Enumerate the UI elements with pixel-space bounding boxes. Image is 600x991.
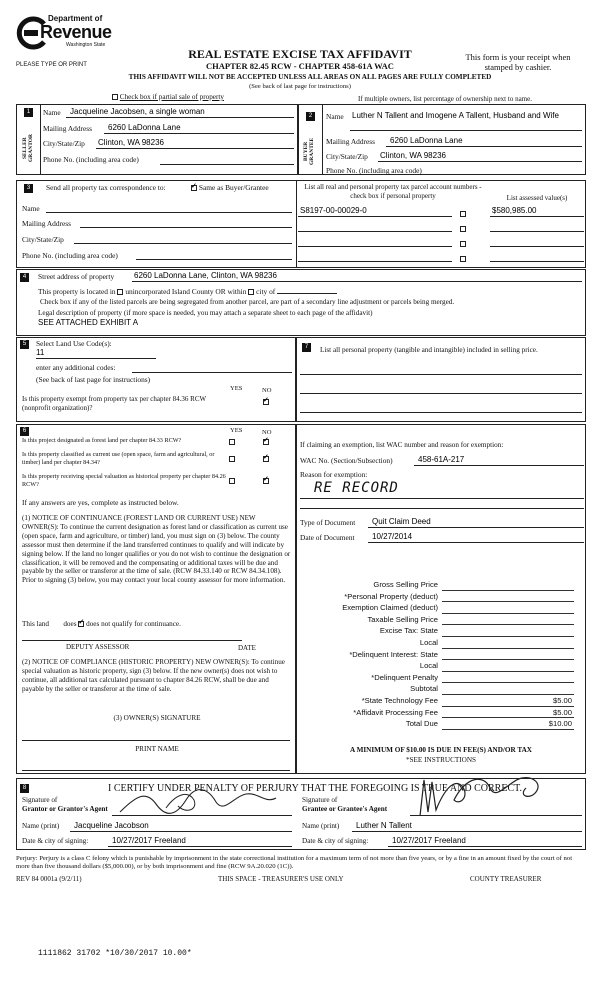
fee-label: Gross Selling Price [373,580,438,589]
section-2-number: 2 [306,112,315,121]
department-logo [14,14,124,58]
seller-mailing[interactable]: 6260 LaDonna Lane [108,123,181,132]
s6-yes-header: YES [230,427,243,434]
s3-mailing-label: Mailing Address [22,219,72,228]
receipt-note: This form is your receipt when stamped by cashier. [465,52,571,72]
fee-line [442,601,574,602]
current-use-no-checkbox[interactable] [263,456,269,462]
s3-phone-label: Phone No. (including area code) [22,251,118,260]
fee-line [442,706,574,707]
perjury-notice: Perjury: Perjury is a class C felony which is punishable by imprisonment in the state correctional institution for a maximum term of not more than five years, or by a fine in an amount fixed by the court of not more than five thousand dollars ($5,000.00), or by both imprisonment and fine (RCW 9A.20.020 (1C)). [16,855,573,871]
forest-yes-checkbox[interactable] [229,439,235,445]
s5-yes-header: YES [230,385,243,392]
section-6-number: 6 [20,427,29,436]
unincorporated-checkbox[interactable] [117,289,123,295]
grantor-name-label: Name (print) [22,822,60,830]
partial-sale-label: Check box if partial sale of property [119,93,224,101]
fee-value[interactable]: $5.00 [552,707,572,717]
land-use-code[interactable]: 11 [36,348,45,357]
personal-prop-checkbox-3[interactable] [460,241,466,247]
grantee-name-label: Name (print) [302,822,340,830]
unincorporated-label: unincorporated Island County OR within [125,287,247,296]
print-name-label: PRINT NAME [135,745,179,753]
exempt-no-checkbox[interactable] [263,399,269,405]
minimum-due: A MINIMUM OF $10.00 IS DUE IN FEE(S) AND/OR TAX [350,746,532,754]
exemption-claim-label: If claiming an exemption, list WAC number and reason for exemption: [300,441,504,449]
warning-text: THIS AFFIDAVIT WILL NOT BE ACCEPTED UNLESS ALL AREAS ON ALL PAGES ARE FULLY COMPLETED [128,73,492,81]
section-4-number: 4 [20,273,29,282]
logo-dept: Department of [48,14,103,23]
section-7-number: 7 [302,343,311,352]
doc-type[interactable]: Quit Claim Deed [372,517,431,526]
current-use-question: Is this property classified as current use (open space, farm and agricultural, or timber) land per chapter 84.34? [22,451,215,466]
fee-label: *Delinquent Penalty [371,672,438,682]
grantor-sig-label-b: Grantor or Grantor's Agent [22,805,108,813]
legal-desc-value[interactable]: SEE ATTACHED EXHIBIT A [38,318,139,327]
seller-name-label: Name [43,108,61,117]
seller-mailing-label: Mailing Address [43,124,93,133]
multiple-owners-note: If multiple owners, list percentage of ownership next to name. [358,95,532,103]
treasurer-use-label: THIS SPACE - TREASURER'S USE ONLY [218,875,344,883]
buyer-mailing[interactable]: 6260 LaDonna Lane [390,136,463,145]
personal-prop-checkbox-2[interactable] [460,226,466,232]
buyer-phone-label: Phone No. (including area code) [326,166,422,175]
fee-line [442,717,574,718]
personal-prop-checkbox-4[interactable] [460,256,466,262]
does-not-checkbox[interactable] [78,621,84,627]
buyer-name-label: Name [326,112,344,121]
fee-value[interactable]: $10.00 [548,719,572,729]
notice-of-continuance: (1) NOTICE OF CONTINUANCE (FOREST LAND OR CURRENT USE) NEW OWNER(S): To continue the current designation as forest land or classification as current use (open space, farm and agriculture, or timber) land, you must sign on (3) below. The county assessor must then determine if the land transferred continues to qualify and will indicate by signing below. If the land no longer qualifies or you do not wish to continue the designation or classification, it will be removed and the compensating or additional taxes will be due and payable by the seller or transferor at the time of sale. (RCW 84.33.140 or RCW 84.34.108). Prior to signing (3) below, you may contact your local county assessor for more information. [22,514,291,585]
recording-stamp: 1111862 31702 *10/30/2017 10.00* [38,949,192,958]
s3-name-label: Name [22,204,40,213]
fee-value[interactable]: $5.00 [552,696,572,705]
fee-line [442,682,574,683]
doc-type-label: Type of Document [300,518,356,527]
wac-number[interactable]: 458-61A-217 [418,455,465,464]
historic-question: Is this property receiving special valuation as historical property per chapter 84.26 RCW? [22,473,226,488]
section-8-number: 8 [20,784,29,793]
notice-of-compliance: (2) NOTICE OF COMPLIANCE (HISTORIC PROPERTY) NEW OWNER(S): To continue special valuation as historic property, sign (3) below. If the new owner(s) does not wish to continue, all additional tax calculated pursuant to chapter 84.26 RCW, shall be due and payable by the seller or transferor at the time of sale. [22,658,285,693]
forest-no-checkbox[interactable] [263,439,269,445]
see-instructions: *SEE INSTRUCTIONS [405,756,477,764]
section-1-number: 1 [24,108,33,117]
buyer-side-label: BUYER GRANTEE [303,137,315,165]
owner-signature-label: (3) OWNER(S) SIGNATURE [113,714,201,722]
seller-phone-label: Phone No. (including area code) [43,155,139,164]
see-back-note: (See back of last page for instructions) [249,83,351,90]
wac-label: WAC No. (Section/Subsection) [300,456,393,465]
deputy-assessor-label: DEPUTY ASSESSOR [66,643,130,651]
grantee-date-label: Date & city of signing: [302,837,369,845]
segregated-label: Check box if any of the listed parcels are being segregated from another parcel, are part of a secondary line adjustment or parcels being merged. [40,298,455,306]
does-label: does [63,620,77,628]
partial-sale-row [112,93,224,101]
seller-city[interactable]: Clinton, WA 98236 [98,138,164,147]
personal-property-label: List all personal property (tangible and intangible) included in selling price. [320,346,538,354]
city-of-label: city of [256,287,276,296]
fee-label: Total Due [405,719,438,729]
grantee-sig-label-b: Grantee or Grantee's Agent [302,805,388,813]
page-title: REAL ESTATE EXCISE TAX AFFIDAVIT [188,47,412,61]
fee-line [442,590,574,591]
legal-desc-label: Legal description of property (if more space is needed, you may attach a separate sheet to each page of the affidavit) [38,309,373,317]
doc-date-label: Date of Document [300,533,355,542]
fee-line [442,729,574,730]
buyer-city-label: City/State/Zip [326,152,368,161]
grantor-sig-label-a: Signature of [22,796,58,804]
fee-label: Taxable Selling Price [367,614,438,624]
s5-no-header: NO [262,387,272,394]
located-row [38,287,337,296]
if-yes-instruction: If any answers are yes, complete as instructed below. [22,498,179,507]
exempt-question: Is this property exempt from property tax per chapter 84.36 RCW (nonprofit organization)? [22,395,206,412]
reason-label: Reason for exemption: [300,470,368,479]
fee-line [442,659,574,660]
historic-yes-checkbox[interactable] [229,478,235,484]
logo-revenue: Revenue [40,22,112,42]
fee-label: Excise Tax: State [379,626,438,636]
fee-label: Local [419,661,438,671]
fee-line [442,613,574,614]
land-use-label: Select Land Use Code(s): [36,339,112,348]
page-subtitle: CHAPTER 82.45 RCW - CHAPTER 458-61A WAC [206,61,394,71]
personal-prop-checkbox-1[interactable] [460,211,466,217]
logo-state: Washington State [66,42,106,48]
same-as-row [191,183,269,192]
fee-line [442,671,574,672]
same-as-buyer-checkbox[interactable] [191,185,197,191]
forest-question: Is this project designated as forest land per chapter 84.33 RCW? [22,437,182,444]
grantor-date-label: Date & city of signing: [22,837,89,845]
assessed-value-1[interactable]: $580,985.00 [492,206,537,215]
this-land-label: This land [22,620,49,628]
s5-see-back: (See back of last page for instructions) [36,375,151,384]
partial-sale-checkbox[interactable] [112,94,118,100]
segregated-row [40,298,584,306]
s6-no-header: NO [262,429,272,436]
fee-line [442,624,574,625]
fee-label: Subtotal [410,684,438,694]
certify-statement: I CERTIFY UNDER PENALTY OF PERJURY THAT THE FOREGOING IS TRUE AND CORRECT. [108,783,522,794]
fee-label: Local [419,638,438,647]
grantee-name[interactable]: Luther N Tallent [356,821,412,830]
street-address[interactable]: 6260 LaDonna Lane, Clinton, WA 98236 [134,271,277,280]
reason-handwritten[interactable]: RE RECORD [314,480,399,496]
fee-label: Exemption Claimed (deduct) [342,603,438,613]
section-5-number: 5 [20,340,29,349]
parcel-number-1[interactable]: S8197-00-00029-0 [300,206,367,215]
fee-line [442,694,574,695]
this-land-row [22,620,181,628]
assessed-header: List assessed value(s) [506,194,568,202]
buyer-city[interactable]: Clinton, WA 98236 [380,151,446,160]
seller-city-label: City/State/Zip [43,139,85,148]
buyer-name[interactable]: Luther N Tallent and Imogene A Tallent, Husband and Wife [352,111,559,120]
doc-date[interactable]: 10/27/2014 [372,532,413,541]
please-type: PLEASE TYPE OR PRINT [16,62,87,68]
grantee-date-city[interactable]: 10/27/2017 Freeland [392,836,466,845]
fee-label: *Personal Property (deduct) [344,591,438,601]
grantor-name[interactable]: Jacqueline Jacobson [74,821,149,830]
fee-line [442,636,574,637]
additional-codes-label: enter any additional codes: [36,363,116,372]
current-use-yes-checkbox[interactable] [229,456,235,462]
same-as-buyer-label: Same as Buyer/Grantee [198,183,269,192]
s3-city-label: City/State/Zip [22,235,64,244]
does-not-label: does not qualify for continuance. [86,620,181,628]
deputy-date-label: DATE [238,644,256,652]
county-treasurer-label: COUNTY TREASURER [470,875,542,883]
form-revision: REV 84 0001a (9/2/11) [16,875,82,883]
city-checkbox[interactable] [248,289,254,295]
fee-line [442,648,574,649]
grantee-sig-label-a: Signature of [302,796,338,804]
fee-label: *State Technology Fee [361,696,438,705]
fee-label: *Delinquent Interest: State [349,649,438,659]
section-3-number: 3 [24,184,33,193]
buyer-mailing-label: Mailing Address [326,137,376,146]
street-label: Street address of property [38,272,115,281]
historic-no-checkbox[interactable] [263,478,269,484]
seller-side-label: SELLER GRANTOR [22,134,34,163]
located-label: This property is located in [38,287,116,296]
send-correspondence-label: Send all property tax correspondence to: [46,183,166,192]
grantor-date-city[interactable]: 10/27/2017 Freeland [112,836,186,845]
parcel-header: List all real and personal property tax parcel account numbers - check box if personal property [304,183,482,200]
fee-label: *Affidavit Processing Fee [353,707,438,717]
seller-name[interactable]: Jacqueline Jacobsen, a single woman [70,107,205,116]
